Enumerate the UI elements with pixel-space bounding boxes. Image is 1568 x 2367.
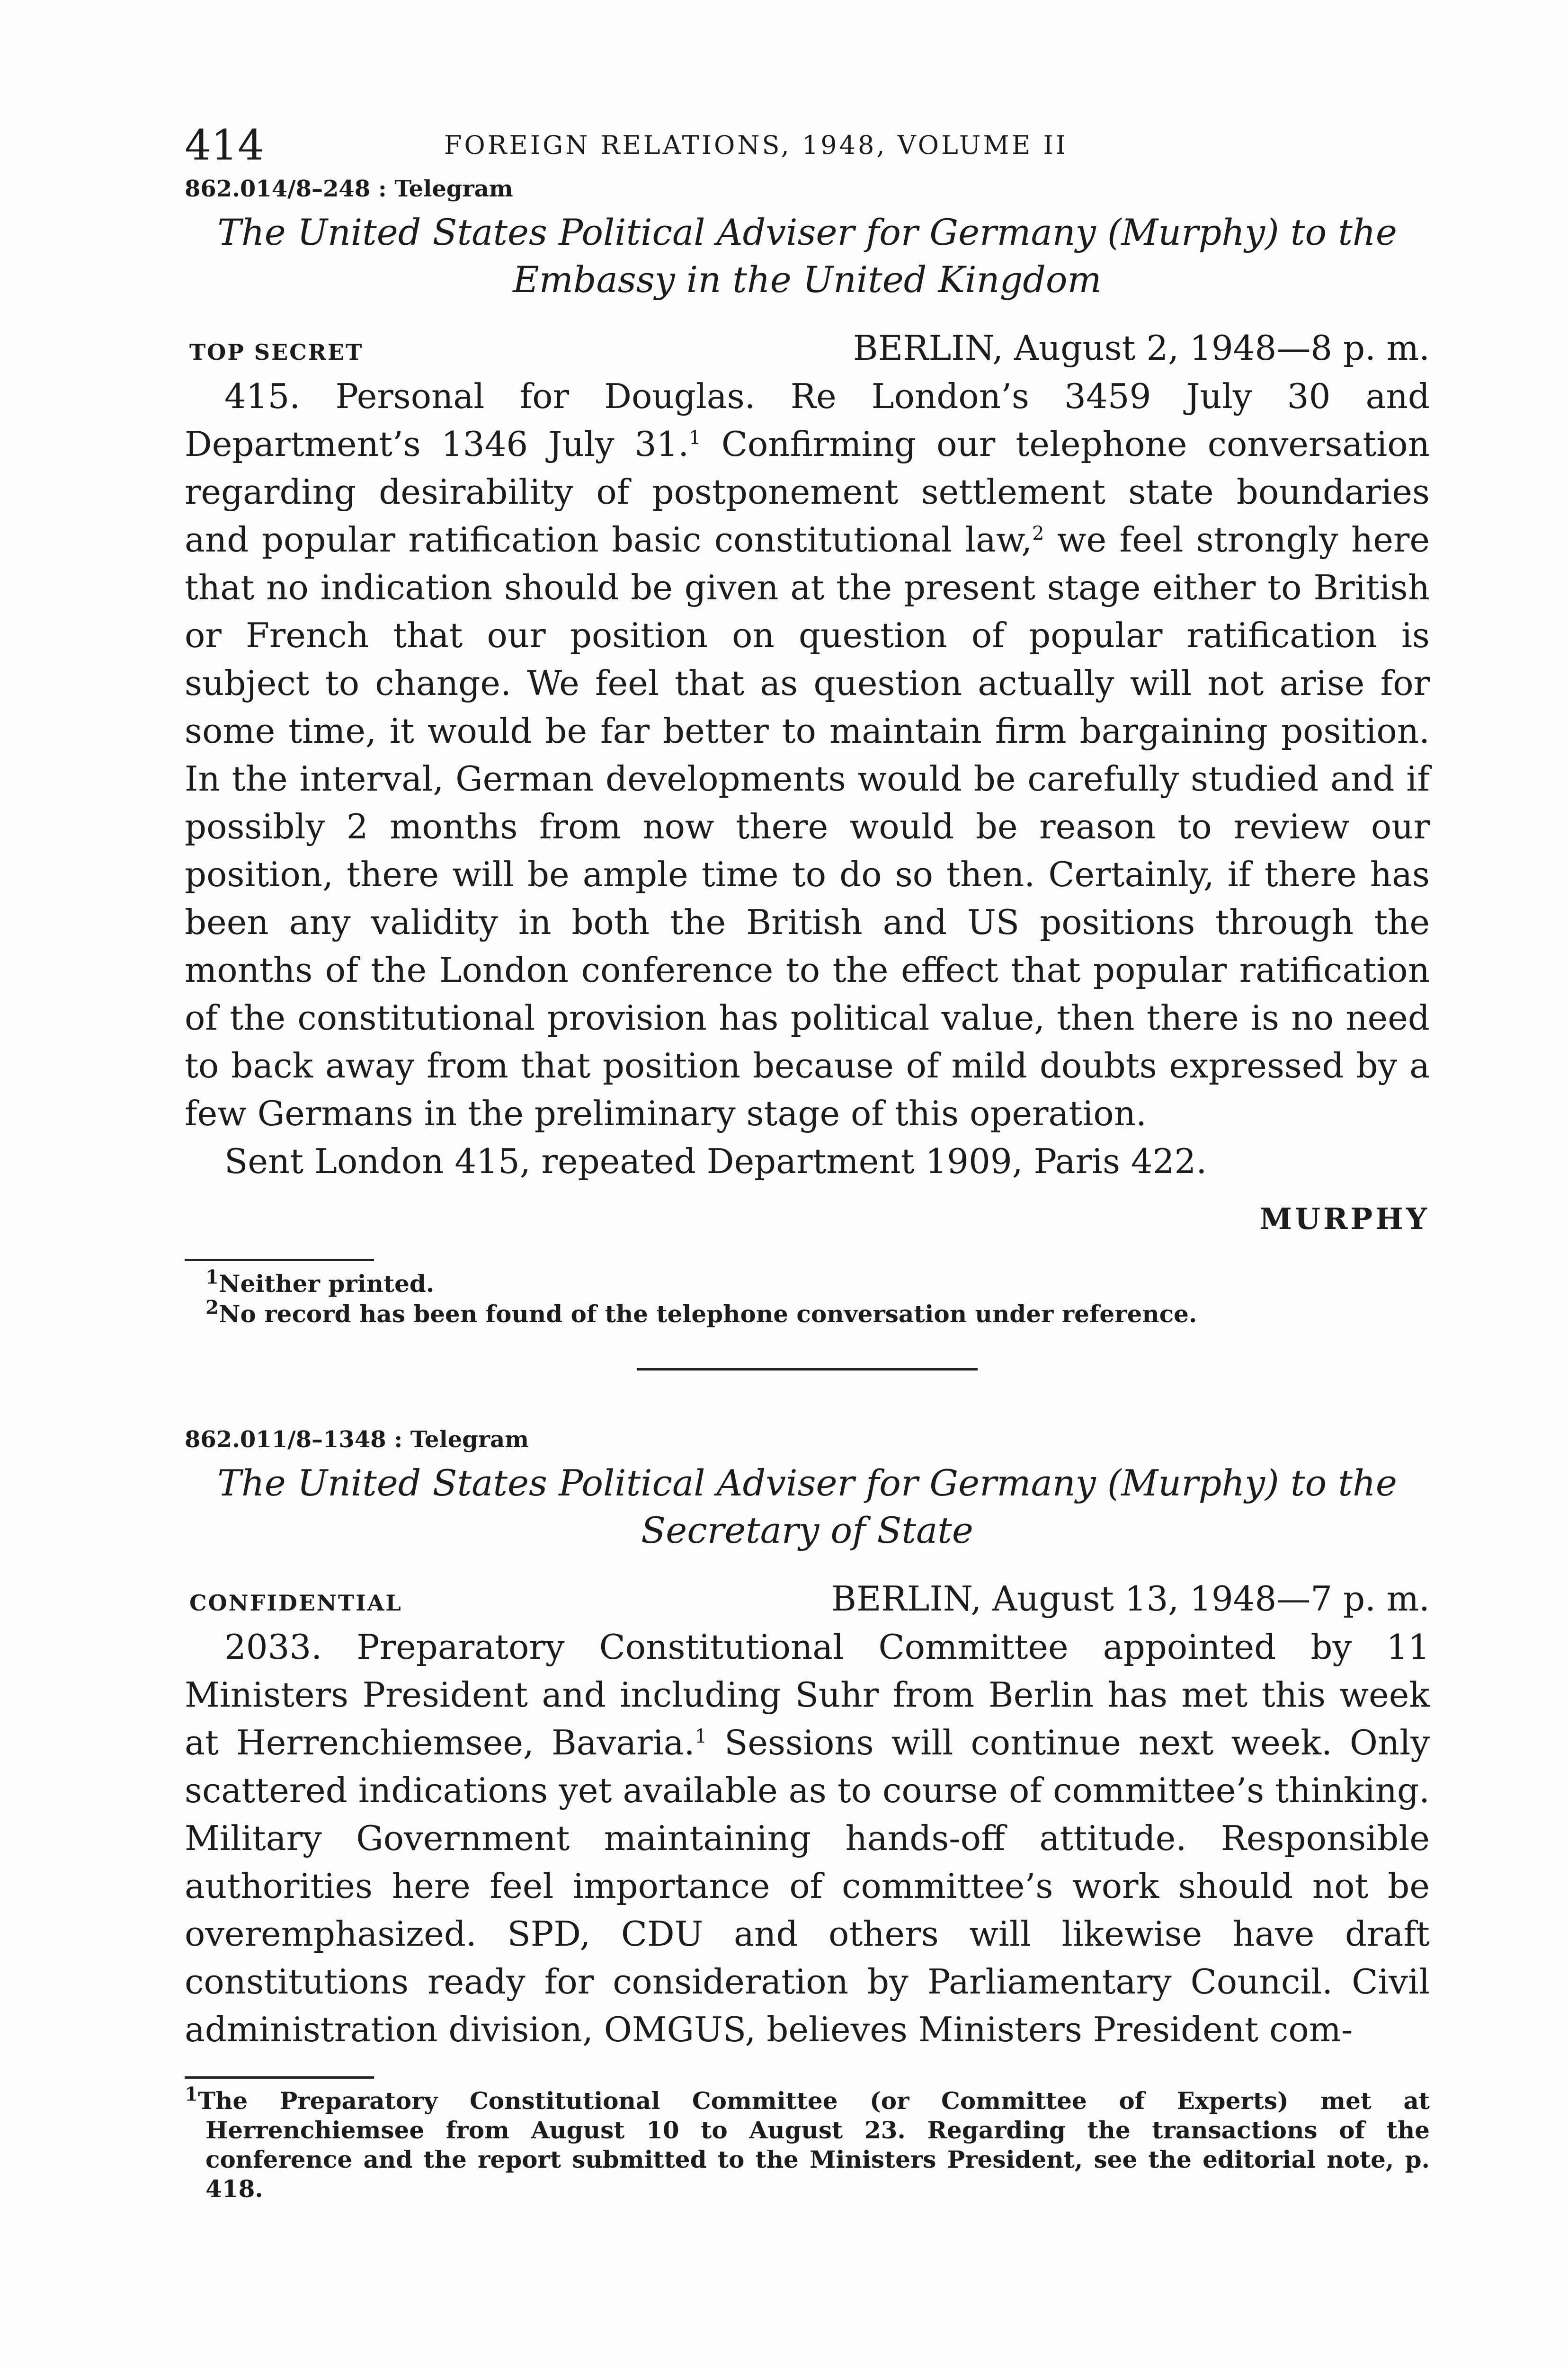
signature: MURPHY <box>1259 1201 1430 1236</box>
page-number: 414 <box>185 121 264 169</box>
footnote-mark: 2 <box>205 1296 219 1319</box>
footnote-marker: 1 <box>689 427 701 449</box>
footnote-rule <box>185 1259 374 1261</box>
dateline: BERLIN, August 13, 1948—7 p. m. <box>831 1579 1430 1619</box>
file-reference: 862.011/8–1348 : Telegram <box>185 1426 529 1453</box>
document-title <box>185 209 1430 303</box>
telegram-1 <box>185 176 1430 1329</box>
dateline: BERLIN, August 2, 1948—8 p. m. <box>853 328 1430 368</box>
dateline-row <box>185 1579 1430 1619</box>
footnote-text: The Preparatory Constitutional Committee (or Committee of Experts) met at Herrenchiemsee from August 10 to August 23. Regarding the transactions of the conference and the report submitted to the Ministers President, see the editorial note, p. 418. <box>197 2087 1430 2203</box>
running-head <box>185 121 1430 173</box>
footnote-rule <box>185 2076 374 2079</box>
body-text-segment: Sessions will continue next week. Only scattered indications yet available as to course of committee’s thinking. Military Government maintaining hands-off attitude. Responsible authorities here feel importance of committee’s work should not be overemphasized. SPD, CDU and others will likewise have draft constitutions ready for consideration by Parliamentary Council. Civil administration division, OMGUS, believes Ministers President com- <box>185 1723 1430 2049</box>
footnote-mark: 1 <box>205 1266 219 1289</box>
footnote <box>205 1266 1430 1299</box>
document-title-line-1: The United States Political Adviser for Germany (Murphy) to the <box>217 1462 1397 1504</box>
footnote-mark: 1 <box>185 2083 198 2106</box>
running-head-title: FOREIGN RELATIONS, 1948, VOLUME II <box>444 130 1068 160</box>
telegram-2 <box>185 1426 1430 2204</box>
body-text-segment: 2033. Preparatory Constitutional Committee appointed by 11 Ministers President and including Suhr from Berlin has met this week at Herrenchiemsee, Bavaria. <box>185 1627 1430 1762</box>
footnote-text: No record has been found of the telephone conversation under reference. <box>218 1300 1197 1328</box>
classification-label: TOP SECRET <box>189 339 364 365</box>
footnote-marker: 1 <box>695 1726 707 1747</box>
dateline-row <box>185 328 1430 368</box>
document-title-line-1: The United States Political Adviser for Germany (Murphy) to the <box>217 211 1397 253</box>
document-title <box>185 1459 1430 1554</box>
body-text-segment: Confirming our telephone conversation regarding desirability of postponement settlement state boundaries and popular ratification basic constitutional law, <box>185 424 1430 560</box>
document-page <box>185 121 1430 2204</box>
document-title-line-2: Embassy in the United Kingdom <box>513 258 1102 301</box>
footnote <box>185 2083 1430 2204</box>
classification-label: CONFIDENTIAL <box>189 1590 402 1616</box>
body-text-segment: we feel strongly here that no indication should be given at the present stage either to British or French that our position on question of popular ratification is subject to change. We feel that as question actually will not arise for some time, it would be far better to maintain firm bargaining position. In the interval, German developments would be carefully studied and if possibly 2 months from now there would be reason to review our position, there will be ample time to do so then. Certainly, if there has been any validity in both the British and US positions through the months of the London conference to the effect that popular ratification of the constitutional provision has political value, then there is no need to back away from that position because of mild doubts expressed by a few Germans in the preliminary stage of this operation. <box>185 520 1430 1133</box>
document-title-line-2: Secretary of State <box>641 1509 973 1551</box>
footnote-marker: 2 <box>1032 523 1044 544</box>
footnote-text: Neither printed. <box>218 1270 435 1298</box>
distribution-line: Sent London 415, repeated Department 1909, Paris 422. <box>224 1141 1207 1181</box>
file-reference: 862.014/8–248 : Telegram <box>185 176 513 202</box>
telegram-body <box>185 373 1430 1138</box>
telegram-body <box>185 1623 1430 2054</box>
footnote <box>205 1296 1430 1329</box>
body-text-segment: 415. Personal for Douglas. Re London’s 3459 July 30 and Department’s 1346 July 31. <box>185 376 1430 464</box>
section-divider <box>637 1368 978 1370</box>
